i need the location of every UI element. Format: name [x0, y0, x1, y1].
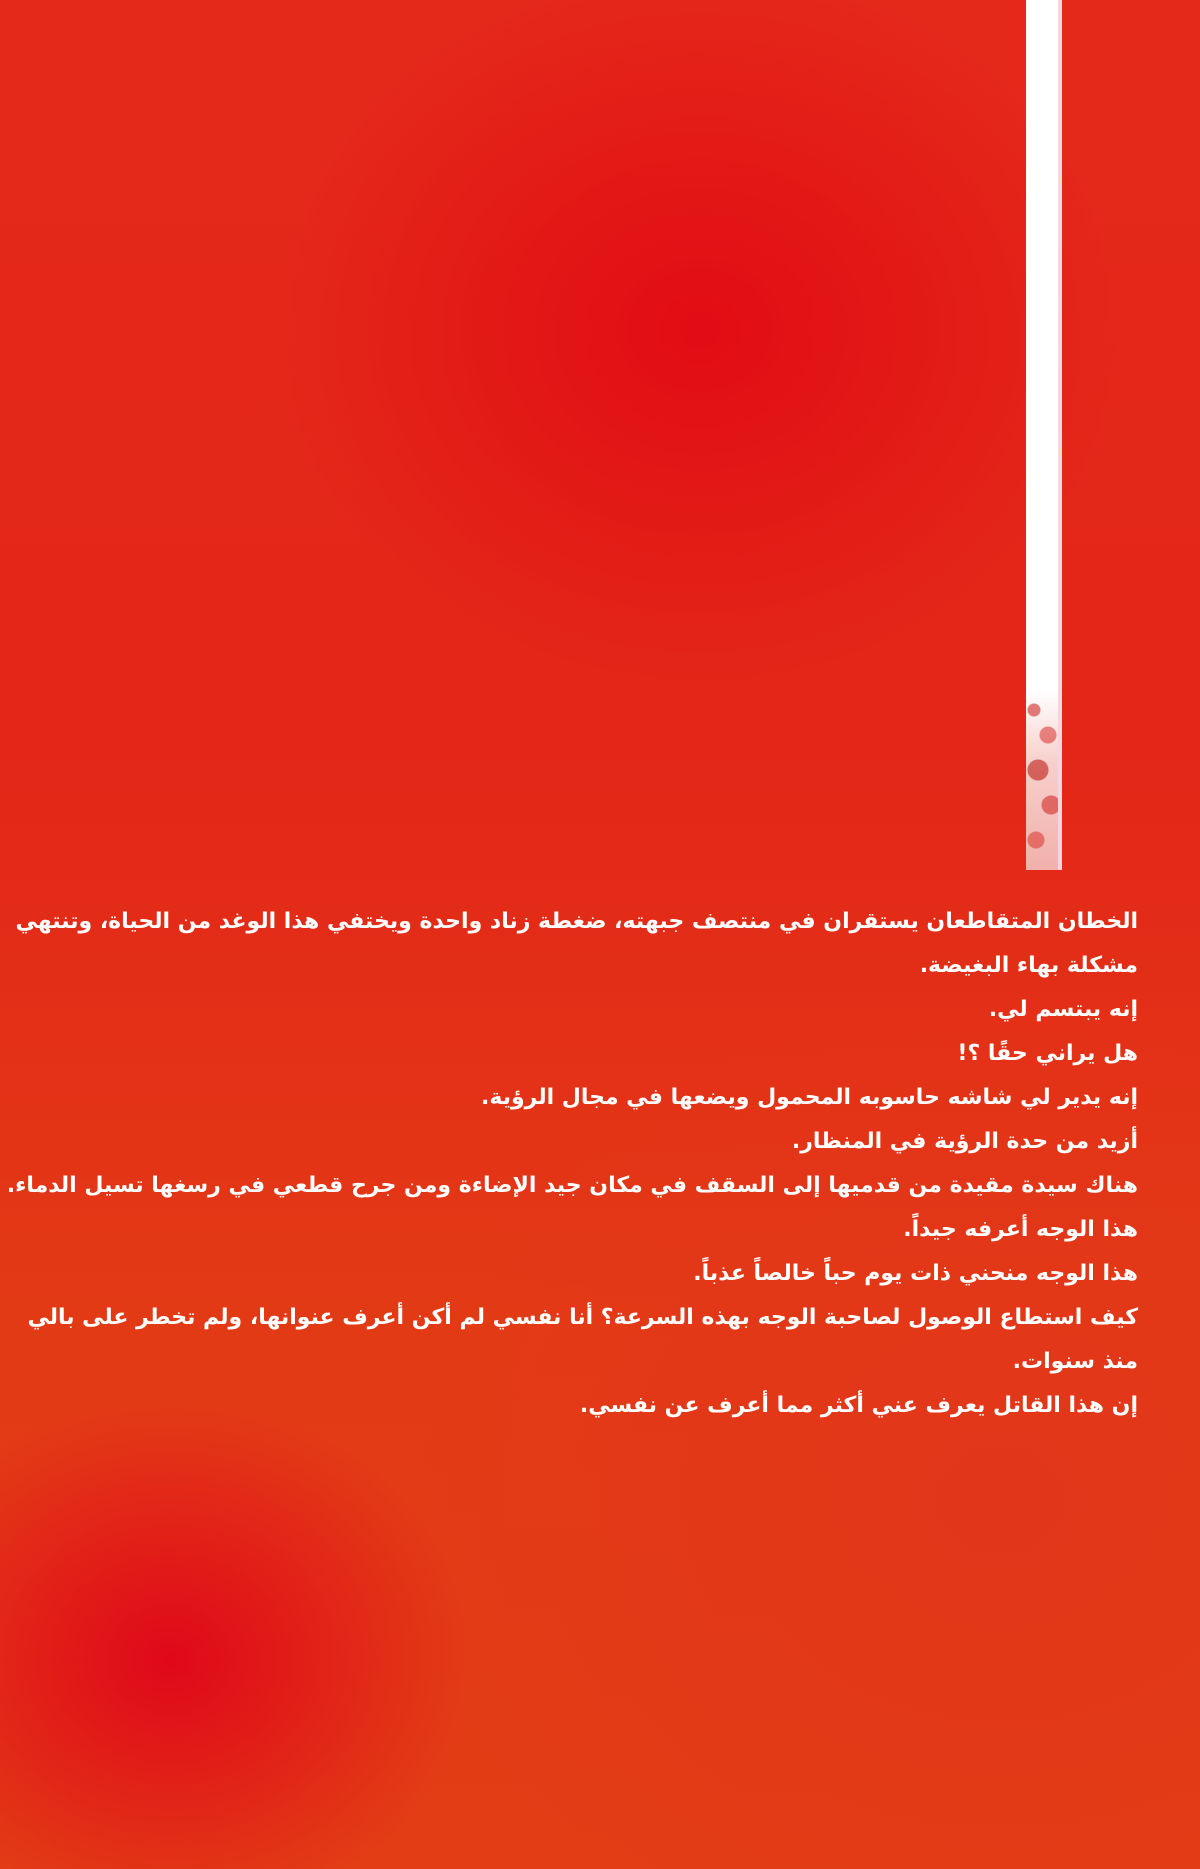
decorative-stripe-edge [1058, 0, 1062, 870]
paragraph: أزيد من حدة الرؤية في المنظار. [791, 1129, 1138, 1154]
paragraph: إن هذا القاتل يعرف عني أكثر مما أعرف عن نفسي. [579, 1393, 1138, 1418]
paragraph: الخطان المتقاطعان يستقران في منتصف جبهته، ضغطة زناد واحدة ويختفي هذا الوغد من الحياة، وتنتهي مشكلة بهاء البغيضة. [15, 909, 1138, 978]
paragraph: هل يراني حقًا ؟! [957, 1041, 1138, 1066]
paragraph: هذا الوجه أعرفه جيداً. [903, 1217, 1138, 1242]
paragraph: كيف استطاع الوصول لصاحبة الوجه بهذه السرعة؟ أنا نفسي لم أكن أعرف عنوانها، ولم تخطر على بالي منذ سنوات. [27, 1305, 1138, 1374]
paragraph: إنه يدير لي شاشه حاسوبه المحمول ويضعها في مجال الرؤية. [481, 1085, 1138, 1110]
paragraph: هناك سيدة مقيدة من قدميها إلى السقف في مكان جيد الإضاءة ومن جرح قطعي في رسغها تسيل الدماء. [6, 1173, 1138, 1198]
decorative-stripe-texture [1026, 690, 1058, 870]
story-text [0, 900, 1138, 1428]
paragraph: إنه يبتسم لي. [988, 997, 1138, 1022]
paragraph: هذا الوجه منحني ذات يوم حباً خالصاً عذباً. [693, 1261, 1138, 1286]
